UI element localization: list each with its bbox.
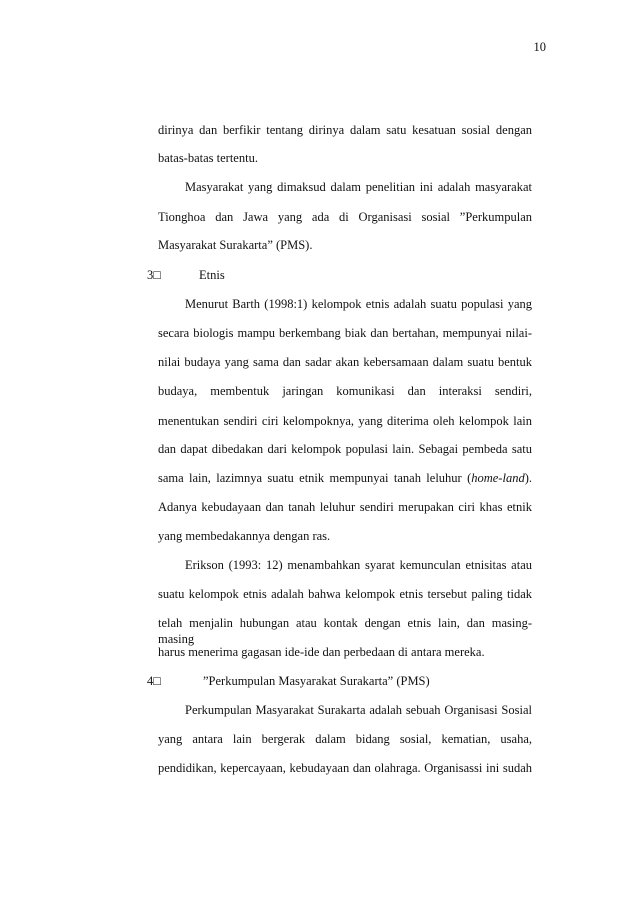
page-number: 10	[533, 40, 546, 54]
body-line: Masyarakat Surakarta” (PMS).	[158, 238, 313, 252]
body-line: telah menjalin hubungan atau kontak dengan etnis lain, dan masing-masing	[158, 616, 532, 646]
body-line: dan dapat dibedakan dari kelompok populasi lain. Sebagai pembeda satu	[158, 442, 532, 456]
section-number: 3□	[147, 268, 161, 282]
body-line: Masyarakat yang dimaksud dalam penelitian ini adalah masyarakat	[185, 180, 532, 194]
body-line: budaya, membentuk jaringan komunikasi dan interaksi sendiri,	[158, 384, 532, 398]
body-line: dirinya dan berfikir tentang dirinya dalam satu kesatuan sosial dengan	[158, 123, 532, 137]
section-number: 4□	[147, 674, 161, 688]
body-line: Adanya kebudayaan dan tanah leluhur sendiri merupakan ciri khas etnik	[158, 500, 532, 514]
body-line: yang membedakannya dengan ras.	[158, 529, 331, 543]
body-line: suatu kelompok etnis adalah bahwa kelompok etnis tersebut paling tidak	[158, 587, 532, 601]
body-line: batas-batas tertentu.	[158, 151, 258, 165]
body-line: harus menerima gagasan ide-ide dan perbedaan di antara mereka.	[158, 645, 485, 659]
body-line: Menurut Barth (1998:1) kelompok etnis adalah suatu populasi yang	[185, 297, 532, 311]
body-line: Erikson (1993: 12) menambahkan syarat kemunculan etnisitas atau	[185, 558, 532, 572]
body-line: Perkumpulan Masyarakat Surakarta adalah sebuah Organisasi Sosial	[185, 703, 532, 717]
line-text: sama lain, lazimnya suatu etnik mempunyai tanah leluhur (	[158, 471, 472, 485]
section-title: Etnis	[199, 268, 225, 282]
body-line: secara biologis mampu berkembang biak dan bertahan, mempunyai nilai-	[158, 326, 532, 340]
body-line: yang antara lain bergerak dalam bidang sosial, kematian, usaha,	[158, 732, 532, 746]
line-text: ).	[524, 471, 532, 485]
italic-term: home-land	[471, 471, 525, 485]
body-line: nilai budaya yang sama dan sadar akan kebersamaan dalam suatu bentuk	[158, 355, 532, 369]
body-line: Tionghoa dan Jawa yang ada di Organisasi sosial ”Perkumpulan	[158, 210, 532, 224]
body-line: menentukan sendiri ciri kelompoknya, yang diterima oleh kelompok lain	[158, 414, 532, 428]
body-line: pendidikan, kepercayaan, kebudayaan dan olahraga. Organisassi ini sudah	[158, 761, 532, 775]
body-line	[158, 470, 532, 486]
section-title: ”Perkumpulan Masyarakat Surakarta” (PMS)	[203, 674, 430, 688]
